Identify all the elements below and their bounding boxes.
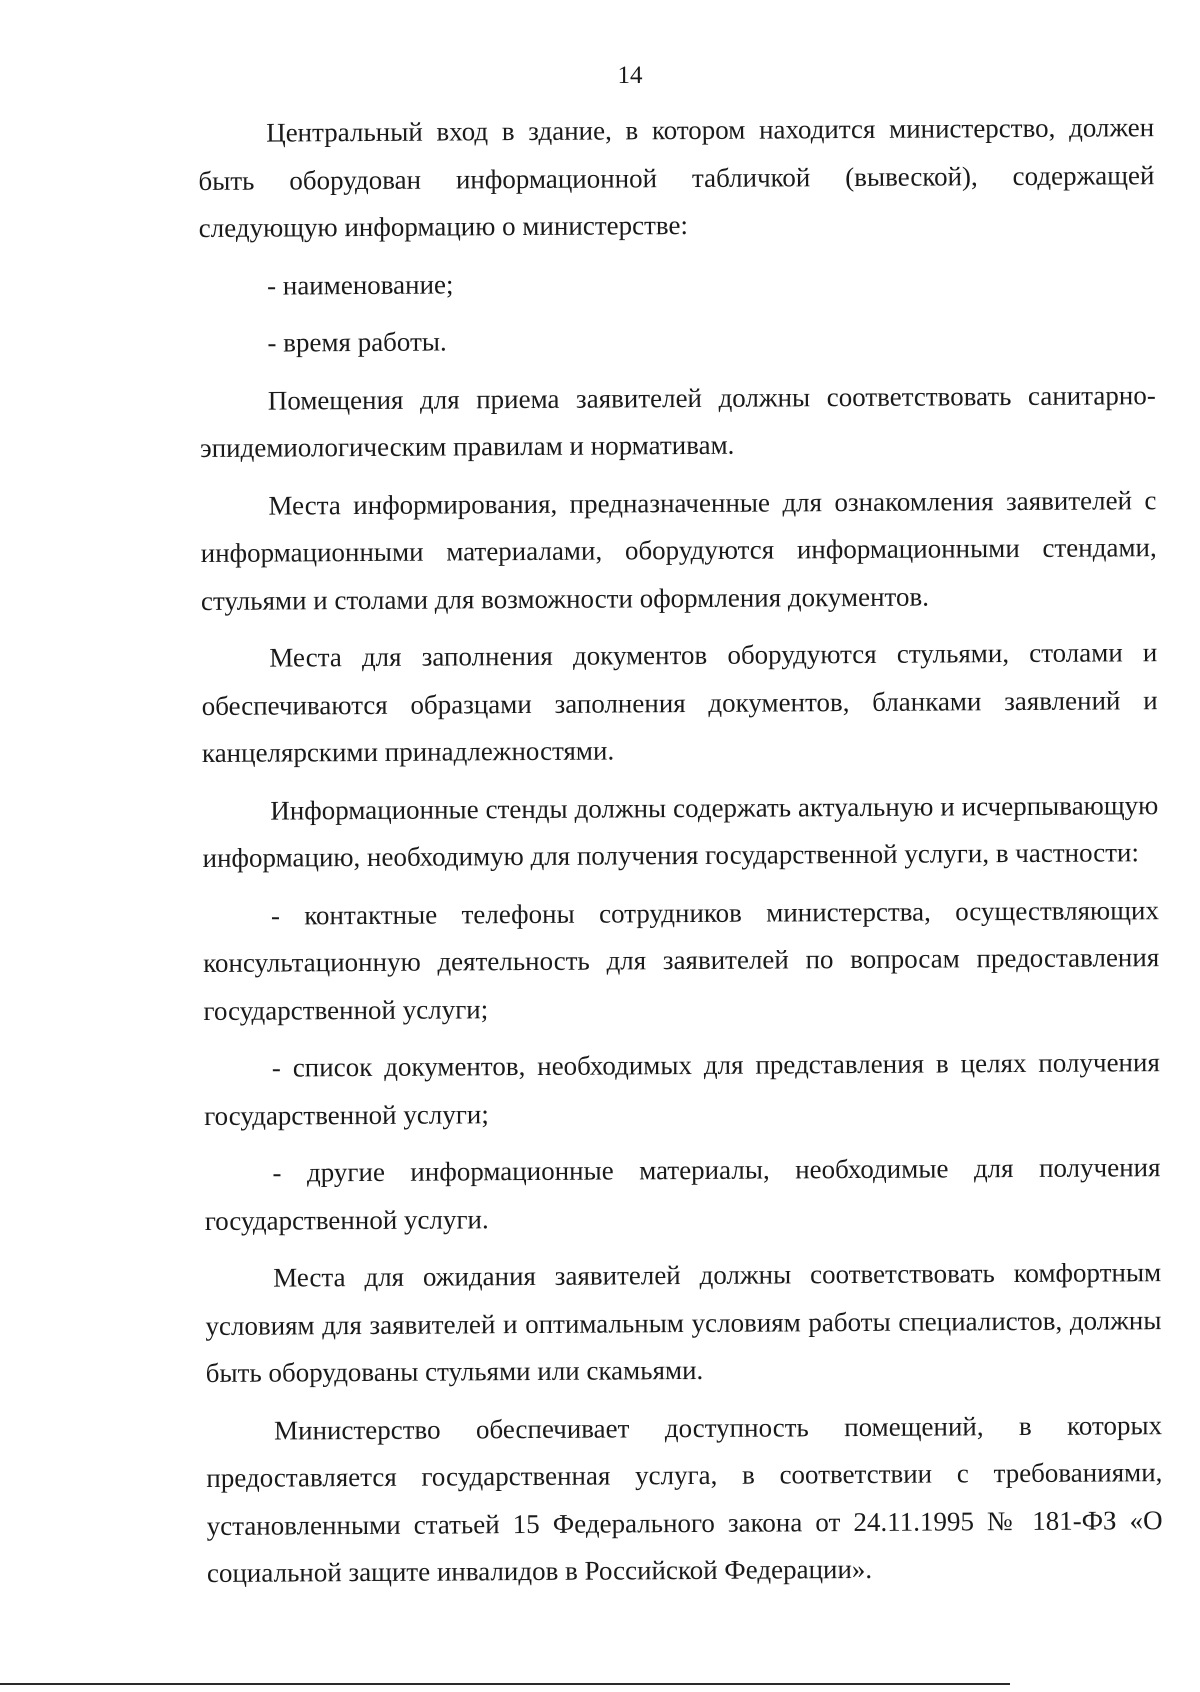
paragraph-information-places: Места информирования, предназначенные для ознакомления заявителей с информационными материалами, оборудуются информационными стендами, стульями и столами для возможности оформления документов. xyxy=(200,484,1157,616)
paragraph-waiting-places: Места для ожидания заявителей должны соответствовать комфортным условиям для заявителей и оптимальным условиям работы специалистов, должны быть оборудованы стульями или скамьями. xyxy=(205,1257,1162,1388)
list-item-working-hours: - время работы. xyxy=(267,326,447,358)
paragraph-information-stands: Информационные стенды должны содержать актуальную и исчерпывающую информацию, необходимую для получения государственной услуги, в частности: xyxy=(202,789,1159,873)
list-item-documents-list: - список документов, необходимых для представления в целях получения государственной услуги; xyxy=(204,1047,1160,1131)
list-item-contact-phones: - контактные телефоны сотрудников министерства, осуществляющих консультационную деятельность для заявителей по вопросам предоставления государственной услуги; xyxy=(203,894,1160,1026)
document-body xyxy=(198,104,1163,1597)
paragraph-filling-places: Места для заполнения документов оборудуются стульями, столами и обеспечиваются образцами заполнения документов, бланками заявлений и канцелярскими принадлежностями. xyxy=(201,637,1158,768)
paragraph-entrance-sign: Центральный вход в здание, в котором находится министерство, должен быть оборудован информационной табличкой (вывеской), содержащей следующую информацию о министерстве: xyxy=(198,112,1155,243)
paragraph-accessibility: Министерство обеспечивает доступность помещений, в которых предоставляется государственная услуга, в соответствии с требованиями, установленными статьей 15 Федерального закона от 24.11.1995 № 181-ФЗ «О социальной защите инвалидов в Российской Федерации». xyxy=(206,1409,1163,1588)
list-item-name: - наименование; xyxy=(266,268,454,301)
page-number: 14 xyxy=(617,62,643,89)
list-item-other-materials: - другие информационные материалы, необходимые для получения государственной услуги. xyxy=(204,1152,1161,1236)
paragraph-premises-sanitary: Помещения для приема заявителей должны соответствовать санитарно-эпидемиологическим правилам и нормативам. xyxy=(199,379,1156,463)
bottom-rule xyxy=(0,1683,1010,1685)
